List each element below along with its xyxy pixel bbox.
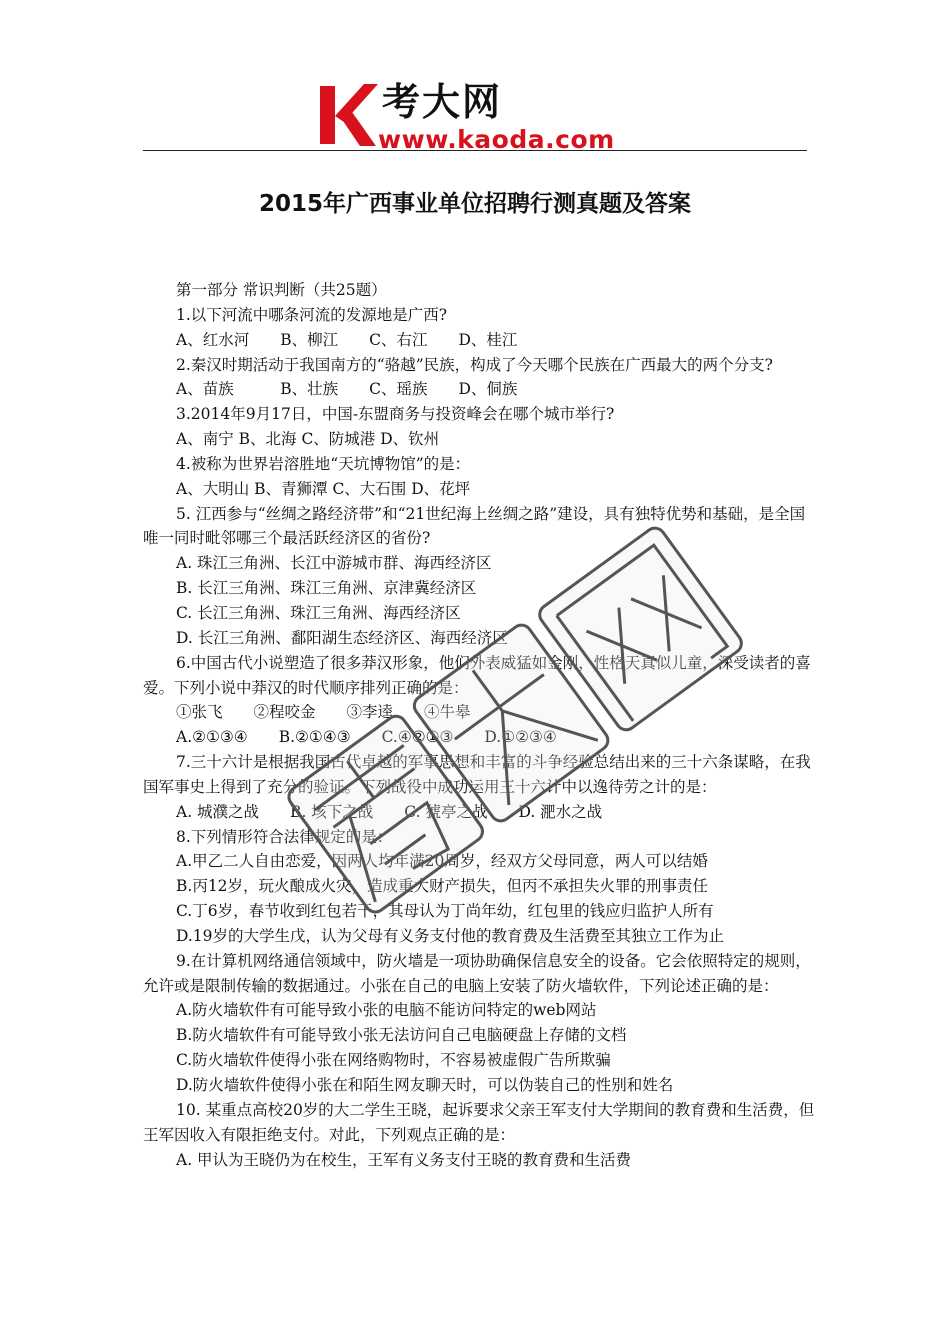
header-divider	[143, 150, 807, 151]
answer-option: C.丁6岁，春节收到红包若干，其母认为丁尚年幼，红包里的钱应归监护人所有	[176, 902, 714, 921]
answer-option: A. 甲认为王晓仍为在校生，王军有义务支付王晓的教育费和生活费	[176, 1150, 632, 1169]
page-header	[0, 0, 950, 160]
answer-option: A.②①③④ B.②①④③ C.④②①③ D.①②③④	[176, 728, 557, 747]
answer-option: D. 长江三角洲、鄱阳湖生态经济区、海西经济区	[176, 628, 508, 647]
answer-option: B.丙12岁，玩火酿成火灾，造成重大财产损失，但丙不承担失火罪的刑事责任	[176, 877, 709, 896]
document-body	[143, 278, 815, 1172]
answer-option: A. 城濮之战 B. 垓下之战 C. 猇亭之战 D. 淝水之战	[176, 802, 603, 821]
question-text: 1.以下河流中哪条河流的发源地是广西?	[176, 305, 448, 324]
answer-option: D.防火墙软件使得小张在和陌生网友聊天时，可以伪装自己的性别和姓名	[176, 1076, 674, 1094]
answer-option: ①张飞 ②程咬金 ③李逵 ④牛皋	[176, 703, 471, 722]
answer-option: B.防火墙软件有可能导致小张无法访问自己电脑硬盘上存储的文档	[176, 1026, 627, 1045]
answer-option: C. 长江三角洲、珠江三角洲、海西经济区	[176, 603, 461, 622]
question-text: 6.中国古代小说塑造了很多莽汉形象，他们外表威猛如金刚，性格天真似儿童，深受读者的喜爱。下列小说中莽汉的时代顺序排列正确的是：	[143, 653, 811, 697]
question-text: 4.被称为世界岩溶胜地“天坑博物馆”的是：	[176, 454, 471, 473]
answer-option: A.防火墙软件有可能导致小张的电脑不能访问特定的web网站	[176, 1001, 597, 1020]
question-text: 7.三十六计是根据我国古代卓越的军事思想和丰富的斗争经验总结出来的三十六条谋略，在我国军事史上得到了充分的验证。下列战役中成功运用三十六计中以逸待劳之计的是：	[143, 753, 811, 796]
logo-text: 考大网	[382, 80, 503, 124]
question-text: 3.2014年9月17日，中国-东盟商务与投资峰会在哪个城市举行?	[176, 405, 615, 424]
question-text: 5. 江西参与“丝绸之路经济带”和“21世纪海上丝绸之路”建设，具有独特优势和基础，是全国唯一同时毗邻哪三个最活跃经济区的省份?	[143, 504, 806, 548]
question-text: 2.秦汉时期活动于我国南方的“骆越”民族，构成了今天哪个民族在广西最大的两个分支?	[176, 355, 773, 374]
answer-option: C.防火墙软件使得小张在网络购物时，不容易被虚假广告所欺骗	[176, 1051, 611, 1070]
answer-option: D.19岁的大学生戊，认为父母有义务支付他的教育费及生活费至其独立工作为止	[176, 926, 725, 945]
logo-k-icon	[318, 82, 378, 148]
answer-option: A、大明山 B、青狮潭 C、大石围 D、花坪	[176, 479, 471, 498]
question-text: 9.在计算机网络通信领域中，防火墙是一项协助确保信息安全的设备。它会依照特定的规则，允许或是限制传输的数据通过。小张在自己的电脑上安装了防火墙软件，下列论述正确的是：	[143, 951, 811, 995]
answer-option: A、苗族 B、壮族 C、瑶族 D、侗族	[176, 380, 518, 399]
question-text: 8.下列情形符合法律规定的是：	[176, 827, 393, 846]
answer-option: A、红水河 B、柳江 C、右江 D、桂江	[176, 330, 518, 349]
section-heading: 第一部分 常识判断（共25题）	[176, 281, 387, 299]
answer-option: A.甲乙二人自由恋爱，因两人均年满20周岁，经双方父母同意，两人可以结婚	[176, 852, 708, 871]
logo-url: www.kaoda.com	[378, 125, 615, 154]
document-title: 2015年广西事业单位招聘行测真题及答案	[258, 191, 691, 217]
answer-option: A、南宁 B、北海 C、防城港 D、钦州	[176, 430, 440, 449]
answer-option: B. 长江三角洲、珠江三角洲、京津冀经济区	[176, 579, 477, 598]
answer-option: A. 珠江三角洲、长江中游城市群、海西经济区	[176, 554, 492, 573]
question-text: 10. 某重点高校20岁的大二学生王晓，起诉要求父亲王军支付大学期间的教育费和生活费，但王军因收入有限拒绝支付。对此，下列观点正确的是：	[143, 1100, 815, 1144]
